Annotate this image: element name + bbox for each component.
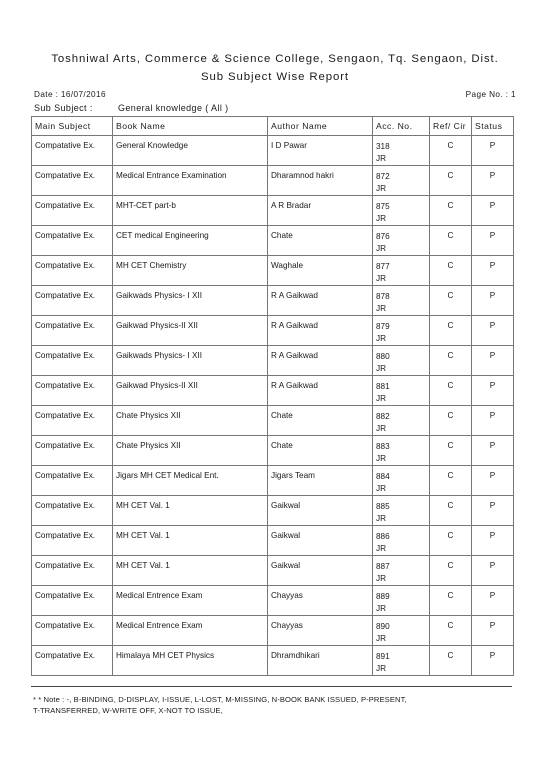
copy-type: JR bbox=[376, 544, 387, 553]
copy-type: JR bbox=[376, 274, 387, 283]
main-subject-cell: Compatative Ex. bbox=[32, 556, 113, 586]
author-name-cell: Chayyas bbox=[268, 586, 373, 616]
page-number: Page No. : 1 bbox=[465, 90, 516, 99]
acc-no-cell bbox=[373, 166, 430, 196]
table-row bbox=[32, 526, 514, 556]
acc-number: 890 bbox=[376, 622, 390, 631]
acc-no-cell bbox=[373, 526, 430, 556]
acc-number: 889 bbox=[376, 592, 390, 601]
acc-no-cell bbox=[373, 226, 430, 256]
author-name-cell: A R Bradar bbox=[268, 196, 373, 226]
report-title: Sub Subject Wise Report bbox=[201, 71, 349, 83]
author-name-cell: Chate bbox=[268, 436, 373, 466]
book-name-cell: MH CET Val. 1 bbox=[113, 556, 268, 586]
status-cell: P bbox=[472, 346, 514, 376]
book-name-cell: Himalaya MH CET Physics bbox=[113, 646, 268, 676]
table-row bbox=[32, 406, 514, 436]
book-name-cell: Medical Entrance Examination bbox=[113, 166, 268, 196]
acc-no-cell bbox=[373, 376, 430, 406]
main-subject-cell: Compatative Ex. bbox=[32, 406, 113, 436]
acc-no-cell bbox=[373, 136, 430, 166]
acc-number: 318 bbox=[376, 142, 390, 151]
author-name-cell: Chayyas bbox=[268, 616, 373, 646]
acc-number: 881 bbox=[376, 382, 390, 391]
book-name-cell: CET medical Engineering bbox=[113, 226, 268, 256]
main-subject-cell: Compatative Ex. bbox=[32, 196, 113, 226]
sub-subject-label: Sub Subject : bbox=[34, 103, 93, 113]
copy-type: JR bbox=[376, 574, 387, 583]
status-cell: P bbox=[472, 646, 514, 676]
author-name-cell: R A Gaikwad bbox=[268, 376, 373, 406]
acc-no-cell bbox=[373, 406, 430, 436]
acc-no-cell bbox=[373, 436, 430, 466]
table-row bbox=[32, 226, 514, 256]
acc-number: 883 bbox=[376, 442, 390, 451]
status-cell: P bbox=[472, 226, 514, 256]
status-legend-line-2: T-TRANSFERRED, W-WRITE OFF, X-NOT TO ISSUE, bbox=[33, 706, 223, 715]
acc-no-cell bbox=[373, 616, 430, 646]
ref-cir-cell: C bbox=[430, 346, 472, 376]
book-name-cell: Chate Physics XII bbox=[113, 436, 268, 466]
acc-number: 876 bbox=[376, 232, 390, 241]
book-name-cell: Jigars MH CET Medical Ent. bbox=[113, 466, 268, 496]
book-name-cell: Medical Entrence Exam bbox=[113, 586, 268, 616]
main-subject-cell: Compatative Ex. bbox=[32, 616, 113, 646]
table-row bbox=[32, 466, 514, 496]
main-subject-cell: Compatative Ex. bbox=[32, 526, 113, 556]
footer-divider bbox=[31, 686, 512, 687]
ref-cir-cell: C bbox=[430, 646, 472, 676]
ref-cir-cell: C bbox=[430, 196, 472, 226]
table-row bbox=[32, 136, 514, 166]
acc-number: 882 bbox=[376, 412, 390, 421]
ref-cir-cell: C bbox=[430, 466, 472, 496]
copy-type: JR bbox=[376, 514, 387, 523]
status-cell: P bbox=[472, 316, 514, 346]
copy-type: JR bbox=[376, 334, 387, 343]
acc-no-cell bbox=[373, 286, 430, 316]
book-name-cell: Chate Physics XII bbox=[113, 406, 268, 436]
main-subject-cell: Compatative Ex. bbox=[32, 496, 113, 526]
table-row bbox=[32, 616, 514, 646]
main-subject-cell: Compatative Ex. bbox=[32, 286, 113, 316]
ref-cir-cell: C bbox=[430, 526, 472, 556]
main-subject-cell: Compatative Ex. bbox=[32, 226, 113, 256]
status-cell: P bbox=[472, 166, 514, 196]
copy-type: JR bbox=[376, 664, 387, 673]
report-table bbox=[31, 116, 514, 676]
status-cell: P bbox=[472, 436, 514, 466]
acc-number: 878 bbox=[376, 292, 390, 301]
status-cell: P bbox=[472, 136, 514, 166]
status-cell: P bbox=[472, 556, 514, 586]
author-name-cell: Gaikwal bbox=[268, 556, 373, 586]
acc-number: 885 bbox=[376, 502, 390, 511]
table-row bbox=[32, 646, 514, 676]
copy-type: JR bbox=[376, 214, 387, 223]
table-row bbox=[32, 166, 514, 196]
acc-no-cell bbox=[373, 466, 430, 496]
ref-cir-cell: C bbox=[430, 616, 472, 646]
table-row bbox=[32, 256, 514, 286]
table-row bbox=[32, 286, 514, 316]
ref-cir-cell: C bbox=[430, 376, 472, 406]
acc-number: 877 bbox=[376, 262, 390, 271]
copy-type: JR bbox=[376, 634, 387, 643]
book-name-cell: Medical Entrence Exam bbox=[113, 616, 268, 646]
column-header-ref-cir: Ref/ Cir bbox=[430, 117, 472, 136]
ref-cir-cell: C bbox=[430, 256, 472, 286]
acc-no-cell bbox=[373, 256, 430, 286]
sub-subject-value: General knowledge ( All ) bbox=[118, 103, 229, 113]
ref-cir-cell: C bbox=[430, 166, 472, 196]
book-name-cell: Gaikwad Physics-II XII bbox=[113, 316, 268, 346]
column-header-author-name: Author Name bbox=[268, 117, 373, 136]
college-name: Toshniwal Arts, Commerce & Science College, Sengaon, Tq. Sengaon, Dist. bbox=[51, 53, 499, 65]
table-row bbox=[32, 196, 514, 226]
ref-cir-cell: C bbox=[430, 286, 472, 316]
author-name-cell: I D Pawar bbox=[268, 136, 373, 166]
main-subject-cell: Compatative Ex. bbox=[32, 586, 113, 616]
status-cell: P bbox=[472, 406, 514, 436]
table-row bbox=[32, 376, 514, 406]
column-header-status: Status bbox=[472, 117, 514, 136]
acc-number: 880 bbox=[376, 352, 390, 361]
book-name-cell: Gaikwads Physics- I XII bbox=[113, 346, 268, 376]
status-cell: P bbox=[472, 286, 514, 316]
author-name-cell: R A Gaikwad bbox=[268, 316, 373, 346]
book-name-cell: General Knowledge bbox=[113, 136, 268, 166]
status-cell: P bbox=[472, 496, 514, 526]
status-cell: P bbox=[472, 466, 514, 496]
author-name-cell: Chate bbox=[268, 226, 373, 256]
ref-cir-cell: C bbox=[430, 586, 472, 616]
acc-no-cell bbox=[373, 556, 430, 586]
author-name-cell: Waghale bbox=[268, 256, 373, 286]
acc-number: 887 bbox=[376, 562, 390, 571]
acc-number: 886 bbox=[376, 532, 390, 541]
main-subject-cell: Compatative Ex. bbox=[32, 136, 113, 166]
copy-type: JR bbox=[376, 184, 387, 193]
status-cell: P bbox=[472, 256, 514, 286]
book-name-cell: MH CET Val. 1 bbox=[113, 496, 268, 526]
ref-cir-cell: C bbox=[430, 436, 472, 466]
column-header-main-subject: Main Subject bbox=[32, 117, 113, 136]
copy-type: JR bbox=[376, 454, 387, 463]
ref-cir-cell: C bbox=[430, 226, 472, 256]
author-name-cell: R A Gaikwad bbox=[268, 286, 373, 316]
main-subject-cell: Compatative Ex. bbox=[32, 316, 113, 346]
author-name-cell: Dharamnod hakri bbox=[268, 166, 373, 196]
copy-type: JR bbox=[376, 244, 387, 253]
author-name-cell: Chate bbox=[268, 406, 373, 436]
report-table-body bbox=[32, 136, 514, 676]
ref-cir-cell: C bbox=[430, 316, 472, 346]
acc-no-cell bbox=[373, 346, 430, 376]
main-subject-cell: Compatative Ex. bbox=[32, 646, 113, 676]
status-legend-line-1: * * Note : -, B-BINDING, D-DISPLAY, I-ISSUE, L-LOST, M-MISSING, N-BOOK BANK ISSUED, P-PRESENT, bbox=[33, 695, 407, 704]
status-cell: P bbox=[472, 376, 514, 406]
status-legend-note bbox=[33, 694, 523, 716]
book-name-cell: MH CET Chemistry bbox=[113, 256, 268, 286]
ref-cir-cell: C bbox=[430, 406, 472, 436]
author-name-cell: Dhramdhikari bbox=[268, 646, 373, 676]
copy-type: JR bbox=[376, 394, 387, 403]
report-date: Date : 16/07/2016 bbox=[34, 90, 106, 99]
ref-cir-cell: C bbox=[430, 556, 472, 586]
acc-no-cell bbox=[373, 586, 430, 616]
author-name-cell: Gaikwal bbox=[268, 526, 373, 556]
main-subject-cell: Compatative Ex. bbox=[32, 466, 113, 496]
table-row bbox=[32, 586, 514, 616]
table-row bbox=[32, 556, 514, 586]
author-name-cell: R A Gaikwad bbox=[268, 346, 373, 376]
copy-type: JR bbox=[376, 304, 387, 313]
table-header-row bbox=[32, 117, 514, 136]
table-row bbox=[32, 496, 514, 526]
column-header-book-name: Book Name bbox=[113, 117, 268, 136]
acc-number: 891 bbox=[376, 652, 390, 661]
main-subject-cell: Compatative Ex. bbox=[32, 166, 113, 196]
status-cell: P bbox=[472, 526, 514, 556]
acc-no-cell bbox=[373, 316, 430, 346]
acc-no-cell bbox=[373, 646, 430, 676]
table-row bbox=[32, 316, 514, 346]
book-name-cell: MH CET Val. 1 bbox=[113, 526, 268, 556]
table-row bbox=[32, 436, 514, 466]
status-cell: P bbox=[472, 196, 514, 226]
acc-no-cell bbox=[373, 496, 430, 526]
status-cell: P bbox=[472, 586, 514, 616]
acc-no-cell bbox=[373, 196, 430, 226]
author-name-cell: Gaikwal bbox=[268, 496, 373, 526]
table-row bbox=[32, 346, 514, 376]
author-name-cell: Jigars Team bbox=[268, 466, 373, 496]
main-subject-cell: Compatative Ex. bbox=[32, 436, 113, 466]
copy-type: JR bbox=[376, 484, 387, 493]
copy-type: JR bbox=[376, 364, 387, 373]
acc-number: 884 bbox=[376, 472, 390, 481]
book-name-cell: MHT-CET part-b bbox=[113, 196, 268, 226]
ref-cir-cell: C bbox=[430, 496, 472, 526]
ref-cir-cell: C bbox=[430, 136, 472, 166]
main-subject-cell: Compatative Ex. bbox=[32, 376, 113, 406]
status-cell: P bbox=[472, 616, 514, 646]
book-name-cell: Gaikwads Physics- I XII bbox=[113, 286, 268, 316]
main-subject-cell: Compatative Ex. bbox=[32, 346, 113, 376]
book-name-cell: Gaikwad Physics-II XII bbox=[113, 376, 268, 406]
main-subject-cell: Compatative Ex. bbox=[32, 256, 113, 286]
copy-type: JR bbox=[376, 424, 387, 433]
copy-type: JR bbox=[376, 604, 387, 613]
column-header-acc-no: Acc. No. bbox=[373, 117, 430, 136]
acc-number: 875 bbox=[376, 202, 390, 211]
acc-number: 879 bbox=[376, 322, 390, 331]
copy-type: JR bbox=[376, 154, 387, 163]
acc-number: 872 bbox=[376, 172, 390, 181]
